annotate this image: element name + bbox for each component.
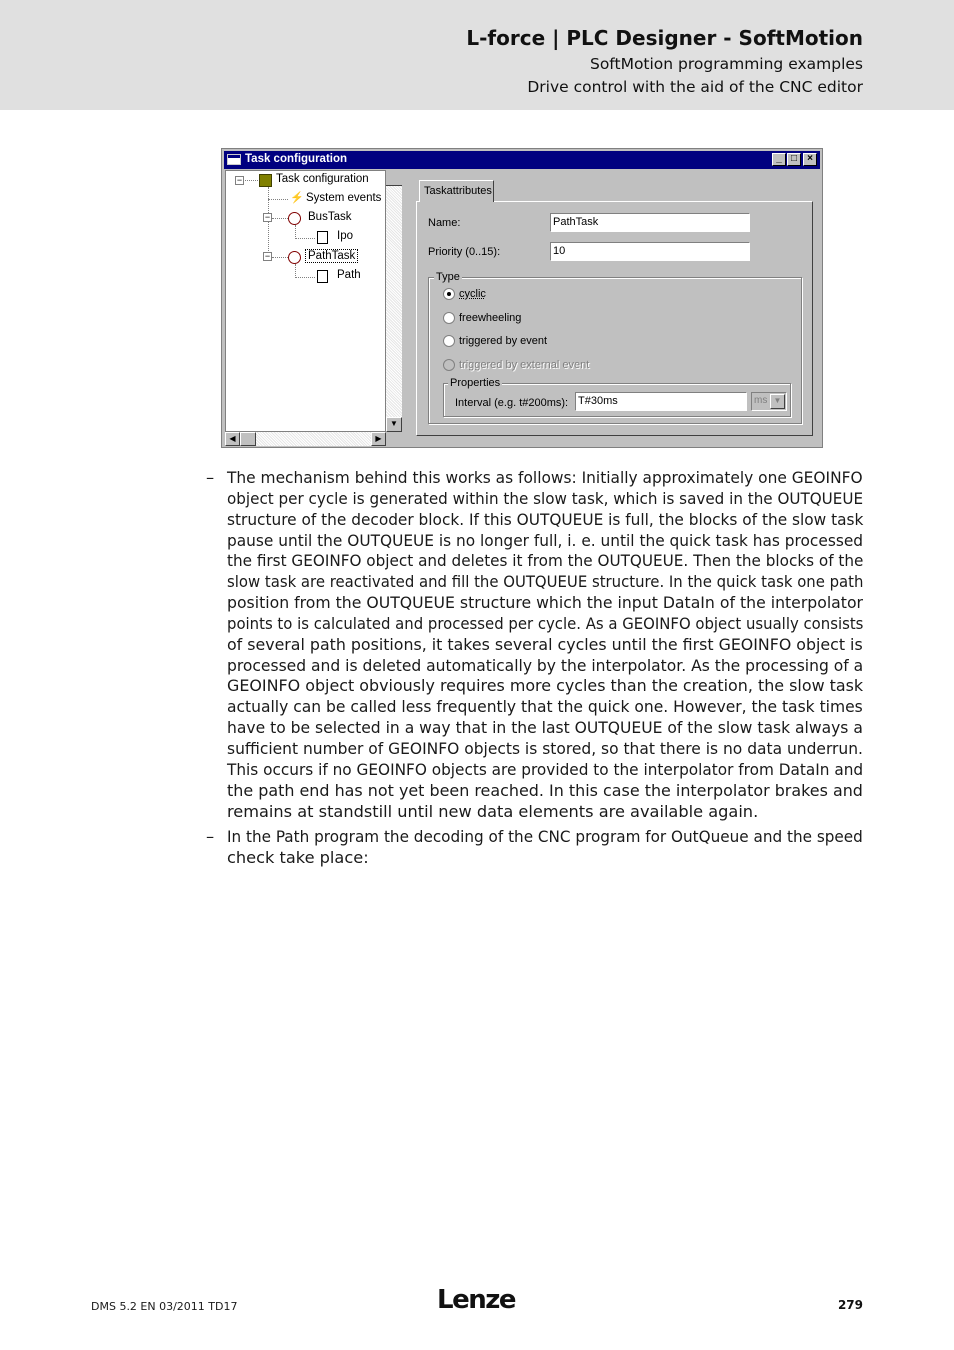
bullet-dash: –	[206, 468, 215, 487]
clock-icon	[288, 212, 301, 225]
tree-connector	[295, 264, 296, 278]
tree-item-ipo[interactable]: Ipo	[337, 230, 353, 242]
tree-item-path[interactable]: Path	[337, 269, 361, 281]
text-line: GEOINFO object obviously requires more cycles than the creation, the slow task	[227, 676, 864, 696]
scroll-thumb[interactable]	[386, 170, 402, 186]
name-label: Name:	[428, 217, 461, 229]
radio-triggered-by-external-event	[443, 359, 455, 371]
text-line: The mechanism behind this works as follows: Initially approximately one GEOINFO	[227, 468, 863, 487]
tab-taskattributes[interactable]: Taskattributes	[419, 180, 494, 202]
document-title: L-force | PLC Designer - SoftMotion	[466, 26, 863, 50]
text-line: object per cycle is generated within the slow task, which is saved in the OUTQUEUE	[227, 488, 864, 508]
tree-connector	[268, 199, 288, 200]
text-line: This occurs if no GEOINFO objects are provided to the interpolator from DataIn and	[227, 759, 864, 779]
tree-item-system-events[interactable]: System events	[306, 192, 382, 204]
window-icon	[227, 154, 241, 165]
scroll-right-button[interactable]: ▶	[371, 432, 386, 446]
priority-field[interactable]: 10	[550, 242, 750, 261]
text-line: the path end has not yet been reached. In this case the interpolator brakes and	[227, 780, 863, 800]
hscroll-thumb[interactable]	[240, 432, 256, 446]
properties-group-title: Properties	[450, 377, 501, 389]
collapse-pathtask-toggle[interactable]: −	[264, 251, 271, 261]
tree-connector	[295, 225, 296, 239]
tree-item-pathtask[interactable]: PathTask	[305, 249, 358, 263]
radio-cyclic[interactable]	[443, 288, 455, 300]
bullet-text	[227, 827, 867, 869]
document-id: DMS 5.2 EN 03/2011 TD17	[91, 1300, 238, 1313]
lightning-icon: ⚡	[290, 192, 304, 204]
radio-triggered-by-external-event-label: triggered by external event	[459, 359, 590, 371]
minimize-button[interactable]: _	[772, 153, 786, 166]
text-line: points to is calculated and processed per cycle. As a GEOINFO object usually consists	[227, 613, 864, 633]
window-title: Task configuration	[245, 153, 348, 165]
name-field[interactable]: PathTask	[550, 213, 750, 232]
radio-freewheeling[interactable]	[443, 312, 455, 324]
tree-connector	[272, 257, 288, 258]
text-line: check take place:	[227, 847, 369, 867]
text-line: pause until the OUTQUEUE is no longer full, i. e. until the quick task has processed	[227, 530, 864, 550]
bullet-dash: –	[206, 827, 215, 846]
text-line: position from the OUTQUEUE structure which the input DataIn of the interpolator	[227, 593, 864, 613]
text-line: actually can be called less frequently that the quick one. However, the task times	[227, 697, 863, 717]
text-line: slow task are reactivated and fill the OUTQUEUE structure. In the quick task one path	[227, 572, 864, 592]
scroll-down-button[interactable]: ▼	[386, 417, 402, 432]
task-attributes-panel	[404, 170, 820, 446]
text-line: have to be selected in a way that in the last OUTQUEUE of the slow task always a	[227, 718, 863, 738]
collapse-bustask-toggle[interactable]: −	[264, 212, 271, 222]
radio-triggered-by-event[interactable]	[443, 335, 455, 347]
close-button[interactable]: ×	[803, 153, 817, 166]
section-title: Drive control with the aid of the CNC editor	[527, 78, 863, 96]
text-line: In the Path program the decoding of the CNC program for OutQueue and the speed	[227, 827, 863, 846]
task-tree	[225, 170, 386, 432]
tree-vertical-scrollbar[interactable]	[386, 170, 402, 432]
radio-cyclic-label[interactable]: cyclic	[459, 288, 486, 300]
chapter-title: SoftMotion programming examples	[589, 55, 863, 73]
window-titlebar	[224, 151, 820, 169]
text-line: of several path positions, it takes several cycles until the first GEOINFO object is	[227, 634, 863, 654]
text-line: remains at standstill until new data elements are available again.	[227, 801, 759, 821]
tree-horizontal-scrollbar[interactable]	[225, 432, 386, 446]
bullet-text	[227, 468, 867, 822]
text-line: structure of the decoder block. If this OUTQUEUE is full, the blocks of the slow task	[227, 509, 864, 529]
interval-unit-value: ms	[754, 395, 768, 406]
tree-connector	[268, 187, 269, 259]
tree-connector	[272, 218, 288, 219]
tree-item-bustask[interactable]: BusTask	[308, 211, 352, 223]
scroll-left-button[interactable]: ◀	[225, 432, 240, 446]
interval-field[interactable]: T#30ms	[575, 392, 747, 411]
interval-unit-select	[751, 392, 787, 411]
text-line: processed and is deleted automatically by the interpolator. As the processing of a	[227, 655, 864, 675]
task-config-icon	[259, 174, 272, 187]
chevron-down-icon: ▼	[770, 394, 785, 409]
radio-triggered-by-event-label[interactable]: triggered by event	[459, 335, 548, 347]
text-line: the first GEOINFO object and deletes it from the OUTQUEUE. Then the blocks of the	[227, 551, 864, 571]
radio-freewheeling-label[interactable]: freewheeling	[459, 312, 522, 324]
interval-label: Interval (e.g. t#200ms):	[455, 397, 569, 409]
program-icon	[317, 270, 328, 283]
priority-label: Priority (0..15):	[428, 246, 501, 258]
collapse-root-toggle[interactable]: −	[236, 175, 243, 185]
tree-connector	[295, 238, 315, 239]
page-number: 279	[837, 1298, 863, 1312]
task-configuration-window	[221, 148, 823, 448]
tree-connector	[295, 277, 315, 278]
tree-item-task-configuration[interactable]: Task configuration	[276, 173, 369, 185]
program-icon	[317, 231, 328, 244]
text-line: sufficient number of GEOINFO objects is stored, so that there is no data underrun.	[227, 738, 863, 758]
lenze-logo: Lenze	[437, 1285, 515, 1315]
maximize-button[interactable]: □	[787, 153, 801, 166]
type-group-title: Type	[436, 271, 460, 283]
clock-icon	[288, 251, 301, 264]
